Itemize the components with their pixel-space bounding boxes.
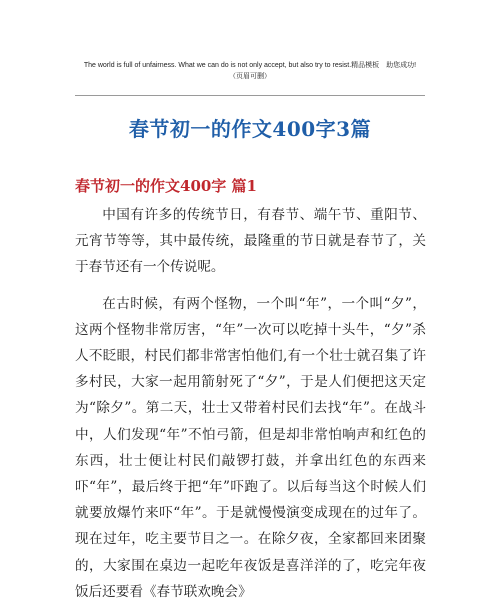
- document-title: 春节初一的作文400字3篇: [128, 117, 372, 141]
- header-quote: The world is full of unfairness. What we can do is not only accept, but also try to resist.精品模板 助您成功!: [83, 62, 417, 69]
- header-divider: [75, 95, 425, 96]
- paragraph: 中国有许多的传统节日，有春节、端午节、重阳节、元宵节等等，其中最传统，最隆重的节日就是春节了，关于春节还有一个传说呢。: [75, 207, 426, 276]
- paragraph: 在古时候，有两个怪物，一个叫“年”，一个叫“夕”，这两个怪物非常厉害，“年”一次可以吃掉十头牛，“夕”杀人不眨眼，村民们都非常害怕他们,有一个壮士就召集了许多村民，大家一起用箭射死了“夕”，于是人们便把这天定为“除夕”。第二天，壮士又带着村民们去找“年”。在战斗中，人们发现“年”不怕弓箭，但是却非常怕响声和红色的东西，壮士便让村民们敲锣打鼓，并拿出红色的东西来吓“年”，最后终于把“年”吓跑了。以后每当这个时候人们就要放爆竹来吓“年”。于是就慢慢演变成现在的过年了。 现在过年，吃主要节目之一。在除夕夜，全家都回来团聚的，大家围在桌边一起吃年夜饭是喜洋洋的了，吃完年夜饭后还要看《春节联欢晚会》: [75, 295, 426, 600]
- body-text: [75, 202, 426, 615]
- section-heading: 春节初一的作文400字 篇1: [75, 177, 257, 195]
- page-header: [0, 60, 500, 82]
- header-note: （页眉可删）: [229, 73, 271, 80]
